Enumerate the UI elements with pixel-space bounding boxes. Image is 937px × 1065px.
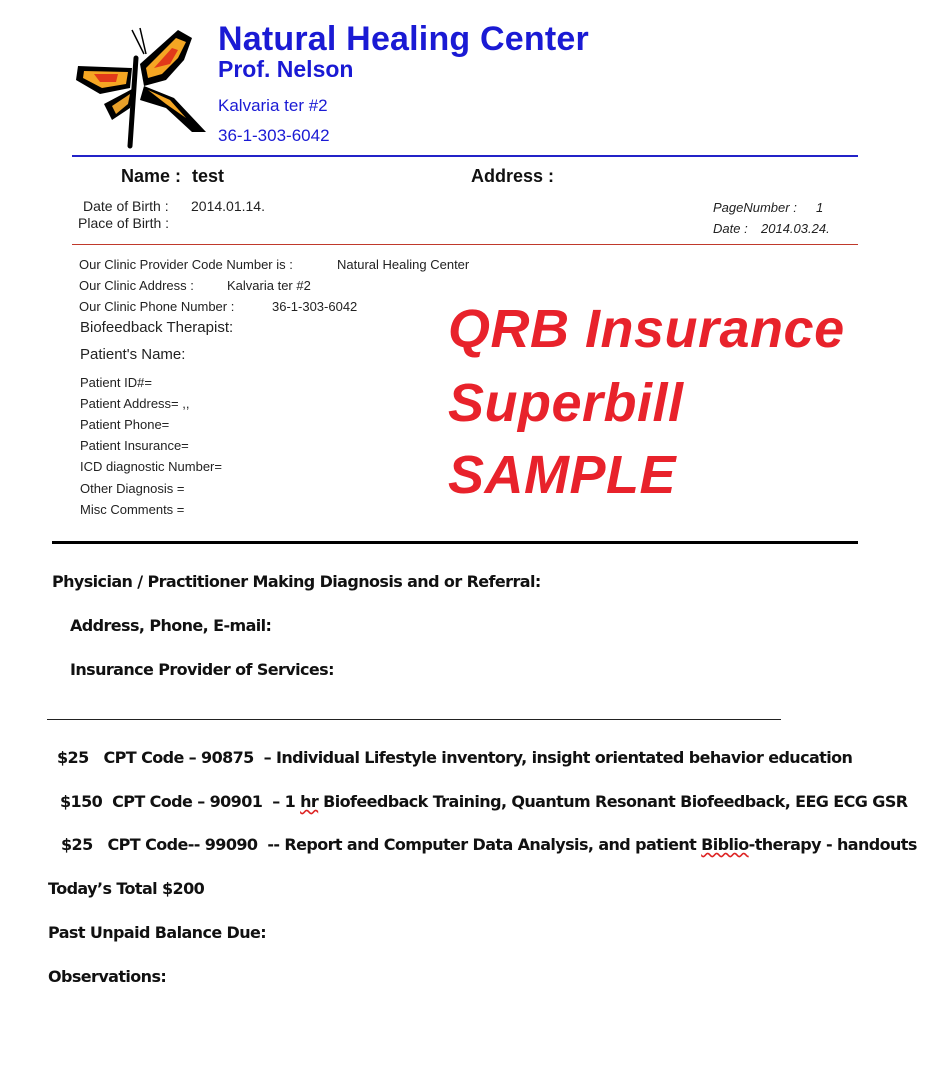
patient-field: Patient Insurance= — [80, 438, 189, 453]
contact-label: Address, Phone, E-mail: — [70, 616, 272, 635]
provider-code-label: Our Clinic Provider Code Number is : — [79, 257, 293, 272]
date-value: 2014.03.24. — [761, 221, 830, 236]
cpt-line-text: $25 CPT Code-- 99090 -- Report and Computer Data Analysis, and patient — [61, 835, 702, 854]
clinic-street: Kalvaria ter #2 — [218, 96, 328, 115]
cpt-line-text: $25 CPT Code – 90875 – Individual Lifestyle inventory, insight orientated behavior education — [57, 748, 853, 767]
cpt-line — [57, 748, 852, 767]
sample-stamp-line-3: SAMPLE — [448, 445, 677, 505]
header-divider — [72, 155, 858, 157]
cpt-line-text: -therapy - handouts — [748, 835, 917, 854]
patient-field: Patient Phone= — [80, 417, 170, 432]
sample-stamp-line-2: Superbill — [448, 373, 684, 433]
cpt-line — [61, 835, 917, 854]
dob-label: Date of Birth : — [83, 198, 169, 214]
provider-code-value: Natural Healing Center — [337, 257, 470, 272]
pob-label: Place of Birth : — [78, 215, 170, 231]
patient-field: ICD diagnostic Number= — [80, 459, 222, 474]
patient-field: Patient ID#= — [80, 375, 152, 390]
physician-label: Physician / Practitioner Making Diagnosis and or Referral: — [52, 572, 541, 591]
clinic-phone-label: Our Clinic Phone Number : — [79, 299, 235, 314]
patient-field: Misc Comments = — [80, 502, 185, 517]
cpt-line-text: $150 CPT Code – 90901 – 1 — [60, 792, 301, 811]
patient-field: Other Diagnosis = — [80, 481, 185, 496]
patient-field: Patient Address= ,, — [80, 396, 190, 411]
spellcheck-word: hr — [300, 792, 319, 811]
page-number-value: 1 — [816, 200, 824, 215]
patient-name-label: Patient's Name: — [80, 346, 186, 363]
page-number-label: PageNumber : — [713, 200, 797, 215]
past-due-label: Past Unpaid Balance Due: — [48, 923, 267, 942]
cpt-line-text: Biofeedback Training, Quantum Resonant Biofeedback, EEG ECG GSR — [318, 792, 908, 811]
spellcheck-word: Biblio — [701, 835, 749, 854]
date-label: Date : — [713, 221, 748, 236]
address-label: Address : — [471, 166, 555, 186]
todays-total: Today’s Total $200 — [48, 879, 205, 898]
observations-label: Observations: — [48, 967, 167, 986]
patient-divider — [72, 244, 858, 245]
cpt-line — [60, 792, 907, 811]
insurance-provider-label: Insurance Provider of Services: — [70, 660, 334, 679]
sample-stamp-line-1: QRB Insurance — [448, 299, 845, 359]
clinic-phone: 36-1-303-6042 — [218, 126, 330, 145]
blank-underline — [47, 719, 781, 720]
therapist-label: Biofeedback Therapist: — [80, 319, 234, 336]
clinic-address-value: Kalvaria ter #2 — [227, 278, 311, 293]
clinic-phone-value: 36-1-303-6042 — [272, 299, 358, 314]
butterfly-logo — [74, 24, 209, 149]
name-value: test — [192, 166, 225, 186]
clinic-address-label: Our Clinic Address : — [79, 278, 194, 293]
section-divider — [52, 541, 858, 544]
name-label: Name : — [121, 166, 182, 186]
practitioner-name: Prof. Nelson — [218, 56, 354, 82]
dob-value: 2014.01.14. — [191, 198, 265, 214]
clinic-name-heading: Natural Healing Center — [218, 20, 589, 58]
